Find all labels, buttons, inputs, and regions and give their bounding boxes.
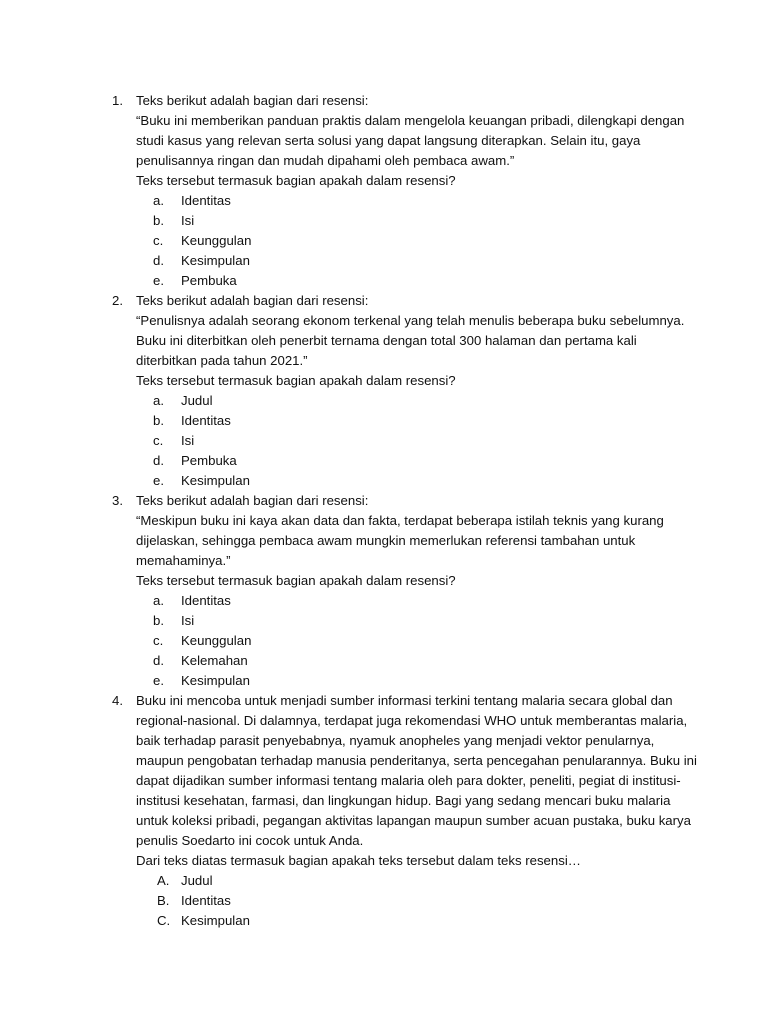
- question-text: dapat dijadikan sumber informasi tentang malaria oleh para dokter, peneliti, pegiat di institusi-: [136, 773, 681, 788]
- option-letter: a.: [153, 593, 164, 608]
- question-text: studi kasus yang relevan serta solusi yang dapat langsung diterapkan. Selain itu, gaya: [136, 133, 641, 148]
- answer-option: [0, 671, 768, 691]
- option-letter: b.: [153, 613, 164, 628]
- answer-option: [0, 631, 768, 651]
- question-first-line: [0, 91, 768, 111]
- option-letter: a.: [153, 393, 164, 408]
- question-2: [0, 291, 768, 491]
- option-text: Isi: [181, 433, 195, 448]
- option-letter: c.: [153, 633, 164, 648]
- question-text: maupun pengobatan terhadap manusia penderitanya, serta pencegahan penularannya. Buku ini: [136, 753, 697, 768]
- question-text-line: [0, 531, 768, 551]
- answer-option: [0, 431, 768, 451]
- question-text: Dari teks diatas termasuk bagian apakah teks tersebut dalam teks resensi…: [136, 853, 581, 868]
- question-text-line: [0, 551, 768, 571]
- question-first-line: [0, 491, 768, 511]
- question-text-line: [0, 351, 768, 371]
- answer-option: [0, 891, 768, 911]
- option-letter: d.: [153, 253, 164, 268]
- option-text: Keunggulan: [181, 233, 252, 248]
- question-text: Buku ini diterbitkan oleh penerbit ternama dengan total 300 halaman dan pertama kali: [136, 333, 637, 348]
- option-text: Identitas: [181, 413, 231, 428]
- answer-option: [0, 411, 768, 431]
- option-letter: e.: [153, 673, 164, 688]
- option-letter: c.: [153, 433, 164, 448]
- question-text-line: [0, 571, 768, 591]
- question-text: “Penulisnya adalah seorang ekonom terkenal yang telah menulis beberapa buku sebelumnya.: [136, 313, 685, 328]
- option-text: Isi: [181, 213, 195, 228]
- answer-option: [0, 871, 768, 891]
- question-first-line: [0, 691, 768, 711]
- answer-option: [0, 231, 768, 251]
- option-letter: b.: [153, 213, 164, 228]
- question-text-line: [0, 171, 768, 191]
- answer-option: [0, 591, 768, 611]
- question-number: 4.: [112, 693, 123, 708]
- question-text: Teks tersebut termasuk bagian apakah dalam resensi?: [136, 573, 456, 588]
- question-3: [0, 491, 768, 691]
- question-4: [0, 691, 768, 931]
- question-first-line: [0, 291, 768, 311]
- option-letter: e.: [153, 273, 164, 288]
- answer-option: [0, 611, 768, 631]
- question-text: Teks tersebut termasuk bagian apakah dalam resensi?: [136, 173, 456, 188]
- answer-option: [0, 271, 768, 291]
- answer-option: [0, 251, 768, 271]
- option-letter: b.: [153, 413, 164, 428]
- option-text: Kesimpulan: [181, 473, 250, 488]
- question-text: untuk koleksi pribadi, pegangan aktivitas lapangan maupun sumber acuan pustaka, buku karya: [136, 813, 691, 828]
- question-text: penulisannya ringan dan mudah dipahami oleh pembaca awam.”: [136, 153, 515, 168]
- question-text-line: [0, 731, 768, 751]
- question-text: penulis Soedarto ini cocok untuk Anda.: [136, 833, 364, 848]
- option-text: Kesimpulan: [181, 253, 250, 268]
- option-text: Isi: [181, 613, 195, 628]
- question-text-line: [0, 111, 768, 131]
- option-letter: A.: [157, 873, 170, 888]
- option-text: Identitas: [181, 893, 231, 908]
- question-text: Teks berikut adalah bagian dari resensi:: [136, 493, 369, 508]
- answer-option: [0, 471, 768, 491]
- option-letter: d.: [153, 653, 164, 668]
- question-text: Teks berikut adalah bagian dari resensi:: [136, 293, 369, 308]
- question-text-line: [0, 711, 768, 731]
- question-number: 3.: [112, 493, 123, 508]
- question-text: baik terhadap parasit penyebabnya, nyamuk anopheles yang menjadi vektor penularnya,: [136, 733, 655, 748]
- question-text: dijelaskan, sehingga pembaca awam mungkin memerlukan referensi tambahan untuk: [136, 533, 636, 548]
- question-text-line: [0, 771, 768, 791]
- option-text: Kelemahan: [181, 653, 248, 668]
- question-text-line: [0, 371, 768, 391]
- option-letter: c.: [153, 233, 164, 248]
- answer-option: [0, 911, 768, 931]
- question-text: Teks berikut adalah bagian dari resensi:: [136, 93, 369, 108]
- option-text: Judul: [181, 873, 213, 888]
- option-text: Kesimpulan: [181, 673, 250, 688]
- option-letter: C.: [157, 913, 171, 928]
- option-text: Judul: [181, 393, 213, 408]
- option-text: Kesimpulan: [181, 913, 250, 928]
- question-text-line: [0, 851, 768, 871]
- question-1: [0, 91, 768, 291]
- answer-option: [0, 451, 768, 471]
- option-text: Identitas: [181, 593, 231, 608]
- question-text-line: [0, 331, 768, 351]
- option-text: Pembuka: [181, 453, 237, 468]
- question-text: regional-nasional. Di dalamnya, terdapat juga rekomendasi WHO untuk memberantas malaria,: [136, 713, 688, 728]
- question-text: memahaminya.”: [136, 553, 231, 568]
- question-text-line: [0, 151, 768, 171]
- question-number: 1.: [112, 93, 123, 108]
- option-letter: a.: [153, 193, 164, 208]
- question-text: institusi kesehatan, farmasi, dan lingkungan hidup. Bagi yang sedang mencari buku malaria: [136, 793, 671, 808]
- question-text: “Meskipun buku ini kaya akan data dan fakta, terdapat beberapa istilah teknis yang kurang: [136, 513, 664, 528]
- answer-option: [0, 211, 768, 231]
- option-text: Pembuka: [181, 273, 237, 288]
- answer-option: [0, 651, 768, 671]
- question-text: Teks tersebut termasuk bagian apakah dalam resensi?: [136, 373, 456, 388]
- answer-option: [0, 391, 768, 411]
- option-letter: e.: [153, 473, 164, 488]
- question-text-line: [0, 751, 768, 771]
- question-text-line: [0, 791, 768, 811]
- answer-option: [0, 191, 768, 211]
- question-text-line: [0, 131, 768, 151]
- option-text: Identitas: [181, 193, 231, 208]
- question-text: diterbitkan pada tahun 2021.”: [136, 353, 308, 368]
- question-number: 2.: [112, 293, 123, 308]
- question-text-line: [0, 311, 768, 331]
- option-letter: d.: [153, 453, 164, 468]
- question-text-line: [0, 511, 768, 531]
- question-list: [0, 91, 768, 931]
- option-text: Keunggulan: [181, 633, 252, 648]
- question-text-line: [0, 811, 768, 831]
- question-text: “Buku ini memberikan panduan praktis dalam mengelola keuangan pribadi, dilengkapi dengan: [136, 113, 685, 128]
- option-letter: B.: [157, 893, 170, 908]
- question-text-line: [0, 831, 768, 851]
- question-text: Buku ini mencoba untuk menjadi sumber informasi terkini tentang malaria secara global dan: [136, 693, 673, 708]
